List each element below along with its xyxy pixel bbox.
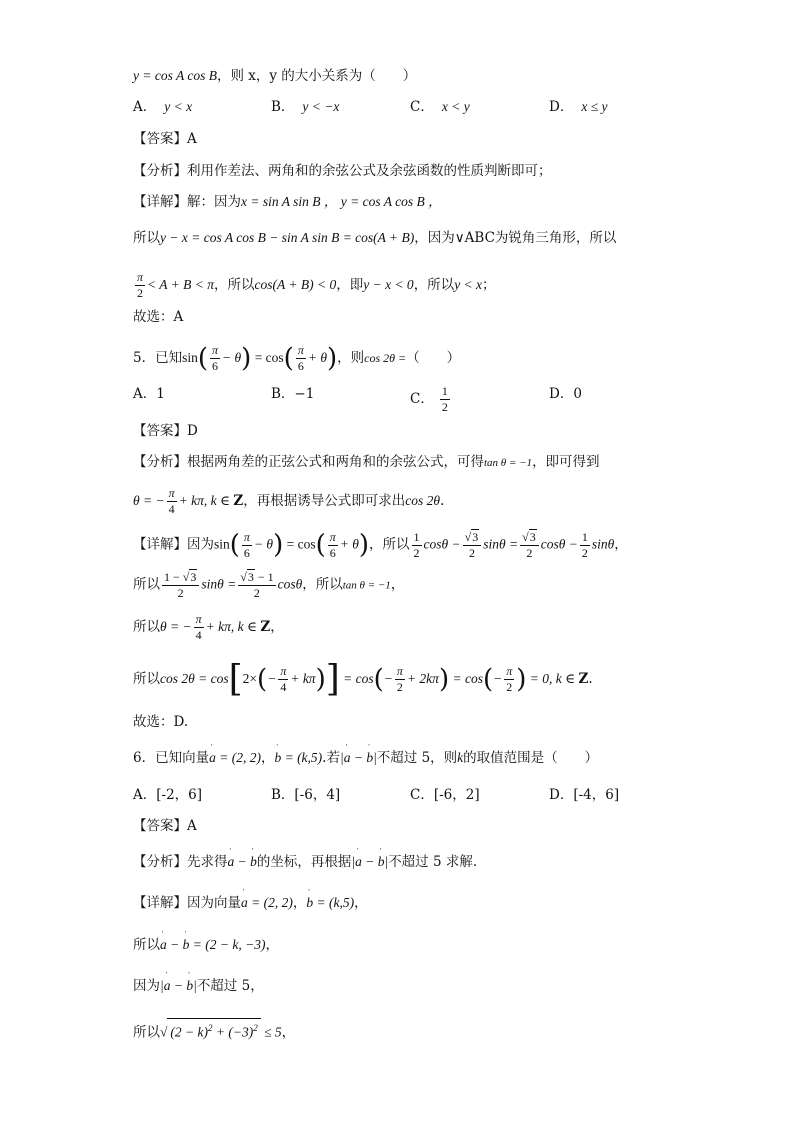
q6-stem: 6．已知向量ˈ a = (2, 2)，ˈ b = (k,5).若|ˈ a − ˈ b|不超过 5，则k的取值范围是（ ） bbox=[133, 748, 598, 768]
q6-detail-line-b: 所以ˈ a − ˈ b = (2 − k, −3)， bbox=[133, 935, 279, 955]
q6-option-a: A．[-2，6] bbox=[133, 787, 203, 803]
q4-option-d: D． x ≤ y bbox=[549, 99, 608, 115]
q5-detail: 【详解】因为sin( $\frac{\pi}{6}$ − θ) = cos( $\frac{\pi}{6}$ + θ)，所以 $\frac{1}{2}$ cosθ − $\frac{√3}{2}$ sinθ = $\frac{√3}{2}$ cosθ − $\frac{1}{2}$ sinθ， bbox=[133, 529, 628, 560]
q5-option-d: D．0 bbox=[549, 386, 582, 402]
q5-answer: 【答案】D bbox=[133, 423, 198, 439]
q5-option-b: B．−1 bbox=[271, 386, 315, 402]
q4-option-c: C． x < y bbox=[410, 99, 470, 115]
q5-detail-line-d: 所以cos 2θ = cos[2×(− $\frac{\pi}{4}$ + kπ)] = cos(− $\frac{\pi}{2}$ + 2kπ) = cos(− $\frac{\pi}{2}$ ) = 0, k ∈ Z. bbox=[133, 658, 593, 700]
q6-analysis: 【分析】先求得ˈ a − ˈ b的坐标，再根据|ˈ a − ˈ b|不超过 5 求解. bbox=[133, 852, 477, 872]
q6-answer: 【答案】A bbox=[133, 818, 197, 834]
q5-option-c: C． $\frac{1}{2}$ bbox=[410, 384, 448, 414]
q4-stem-text: ，则 x，y 的大小关系为（ ） bbox=[216, 68, 417, 84]
q6-option-b: B．[-6，4] bbox=[271, 787, 341, 803]
q6-option-d: D．[-4，6] bbox=[549, 787, 620, 803]
q4-option-b: B． y < −x bbox=[271, 99, 340, 115]
q4-answer: 【答案】A bbox=[133, 131, 197, 147]
q5-choose: 故选：D. bbox=[133, 714, 189, 730]
q4-analysis: 【分析】利用作差法、两角和的余弦公式及余弦函数的性质判断即可； bbox=[133, 163, 552, 179]
q4-detail: 【详解】解：因为x = sin A sin B ， y = cos A cos B ， bbox=[133, 194, 442, 210]
q5-option-a: A．1 bbox=[133, 386, 165, 402]
q5-stem: 5．已知sin( $\frac{\pi}{6}$ − θ) = cos( $\frac{\pi}{6}$ + θ)，则cos 2θ =（ ） bbox=[133, 343, 461, 374]
q6-detail: 【详解】因为向量ˈ a = (2, 2)，ˈ b = (k,5)， bbox=[133, 893, 368, 913]
q4-choose: 故选：A bbox=[133, 309, 184, 325]
q6-detail-line-c: 因为|ˈ a − ˈ b|不超过 5， bbox=[133, 976, 264, 996]
q5-detail-line-b: 所以 $\frac{1 - √3}{2}$ sinθ = $\frac{√3 - 1}{2}$ cosθ，所以tan θ = −1， bbox=[133, 570, 405, 600]
q4-option-a: A． y < x bbox=[133, 99, 193, 115]
q5-detail-line-c: 所以θ = − $\frac{\pi}{4}$ + kπ, k ∈ Z， bbox=[133, 612, 284, 642]
q4-stem-expr: y = cos A cos B bbox=[133, 68, 217, 83]
q6-detail-line-d: 所以√ $(2 - k)^2 + (-3)^2 \le 5$， bbox=[133, 1018, 295, 1043]
q6-option-c: C．[-6，2] bbox=[410, 787, 480, 803]
q4-detail-line2: $\frac{\pi}{2}$ < A + B < π，所以cos(A + B) < 0，即y − x < 0，所以y < x； bbox=[137, 270, 496, 300]
q5-analysis: 【分析】根据两角差的正弦公式和两角和的余弦公式，可得tan θ = −1，即可得到 bbox=[133, 454, 600, 470]
q4-detail-line1: 所以y − x = cos A cos B − sin A sin B = cos(A + B)，因为∨ABC为锐角三角形，所以 bbox=[133, 230, 617, 246]
q4-stem-line bbox=[133, 66, 416, 86]
q5-analysis-line2: θ = − $\frac{\pi}{4}$ + kπ, k ∈ Z，再根据诱导公式即可求出cos 2θ. bbox=[133, 486, 445, 516]
